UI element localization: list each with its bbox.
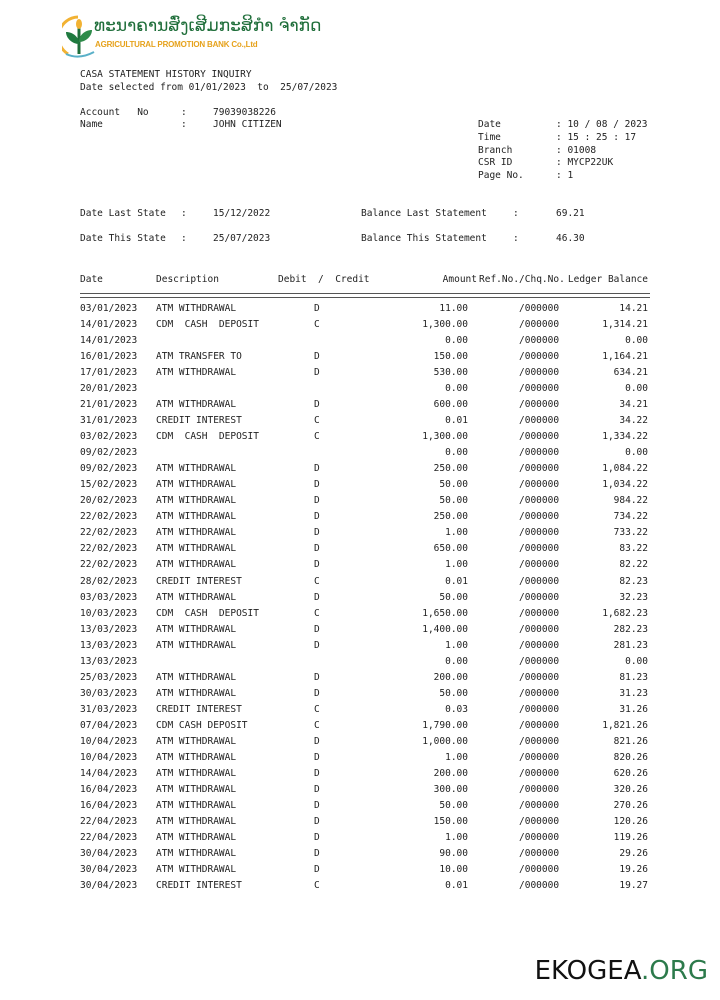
this-state-label: Date This State: [80, 233, 166, 244]
row-amount: 90.00: [439, 848, 468, 860]
row-debit-credit: D: [314, 848, 320, 860]
row-description: ATM WITHDRAWAL: [156, 848, 237, 860]
row-balance: 19.26: [619, 864, 648, 876]
header-debit-credit: Debit / Credit: [278, 274, 370, 285]
row-ref: /000000: [519, 623, 560, 635]
row-balance: 733.22: [613, 527, 648, 539]
date-label: Date: [478, 119, 501, 130]
row-date: 03/03/2023: [80, 591, 138, 603]
table-row: [0, 576, 720, 592]
table-row: [0, 656, 720, 672]
row-debit-credit: C: [314, 607, 320, 619]
row-date: 14/01/2023: [80, 335, 138, 347]
print-date: : 10 / 08 / 2023: [556, 119, 648, 130]
header-amount: Amount: [442, 274, 477, 285]
balance-last: 69.21: [556, 208, 585, 219]
row-debit-credit: C: [314, 575, 320, 587]
print-time: : 15 : 25 : 17: [556, 132, 637, 143]
row-amount: 200.00: [433, 671, 468, 683]
row-balance: 1,682.23: [602, 607, 648, 619]
account-name: JOHN CITIZEN: [213, 119, 282, 130]
plant-logo-icon: [62, 14, 96, 60]
colon: :: [181, 107, 187, 118]
row-balance: 82.22: [619, 559, 648, 571]
date-range: Date selected from 01/01/2023 to 25/07/2023: [80, 82, 338, 93]
row-balance: 820.26: [613, 751, 648, 763]
row-balance: 32.23: [619, 591, 648, 603]
row-date: 22/04/2023: [80, 831, 138, 843]
row-date: 28/02/2023: [80, 575, 138, 587]
row-date: 03/02/2023: [80, 431, 138, 443]
row-balance: 270.26: [613, 799, 648, 811]
row-ref: /000000: [519, 543, 560, 555]
row-date: 13/03/2023: [80, 655, 138, 667]
row-debit-credit: C: [314, 431, 320, 443]
row-description: CREDIT INTEREST: [156, 880, 242, 892]
row-description: ATM WITHDRAWAL: [156, 671, 237, 683]
row-ref: /000000: [519, 880, 560, 892]
row-balance: 0.00: [625, 383, 648, 395]
table-row: [0, 415, 720, 431]
row-description: ATM WITHDRAWAL: [156, 463, 237, 475]
name-label: Name: [80, 119, 103, 130]
row-balance: 34.22: [619, 415, 648, 427]
table-row: [0, 431, 720, 447]
last-state-label: Date Last State: [80, 208, 166, 219]
row-ref: /000000: [519, 815, 560, 827]
row-debit-credit: C: [314, 319, 320, 331]
row-description: CDM CASH DEPOSIT: [156, 719, 248, 731]
row-ref: /000000: [519, 591, 560, 603]
row-description: ATM WITHDRAWAL: [156, 479, 237, 491]
bank-logo: [62, 14, 322, 60]
row-ref: /000000: [519, 848, 560, 860]
row-amount: 0.00: [445, 335, 468, 347]
row-debit-credit: C: [314, 703, 320, 715]
row-ref: /000000: [519, 367, 560, 379]
row-amount: 11.00: [439, 303, 468, 314]
row-description: CREDIT INTEREST: [156, 415, 242, 427]
bank-name-lao: ທະນາຄານສົ່ງເສີມກະສິກຳ ຈຳກັດ: [94, 16, 322, 36]
table-row: [0, 624, 720, 640]
watermark-suffix: .ORG: [641, 956, 708, 986]
row-date: 13/03/2023: [80, 639, 138, 651]
row-description: ATM WITHDRAWAL: [156, 623, 237, 635]
colon: :: [181, 119, 187, 130]
row-description: ATM WITHDRAWAL: [156, 367, 237, 379]
row-debit-credit: D: [314, 367, 320, 379]
row-amount: 600.00: [433, 399, 468, 411]
row-debit-credit: D: [314, 751, 320, 763]
row-amount: 0.03: [445, 703, 468, 715]
header-description: Description: [156, 274, 219, 285]
row-debit-credit: D: [314, 303, 320, 314]
row-amount: 0.00: [445, 383, 468, 395]
row-ref: /000000: [519, 799, 560, 811]
row-debit-credit: D: [314, 799, 320, 811]
row-date: 07/04/2023: [80, 719, 138, 731]
row-date: 20/02/2023: [80, 495, 138, 507]
row-date: 20/01/2023: [80, 383, 138, 395]
table-row: [0, 608, 720, 624]
row-description: ATM WITHDRAWAL: [156, 511, 237, 523]
row-amount: 1.00: [445, 639, 468, 651]
row-debit-credit: D: [314, 463, 320, 475]
table-row: [0, 335, 720, 351]
row-amount: 0.00: [445, 447, 468, 459]
row-description: ATM WITHDRAWAL: [156, 303, 237, 314]
row-balance: 19.27: [619, 880, 648, 892]
row-ref: /000000: [519, 639, 560, 651]
row-debit-credit: D: [314, 351, 320, 363]
row-ref: /000000: [519, 351, 560, 363]
row-balance: 119.26: [613, 831, 648, 843]
table-row: [0, 479, 720, 495]
row-debit-credit: D: [314, 783, 320, 795]
row-debit-credit: D: [314, 399, 320, 411]
row-balance: 31.26: [619, 703, 648, 715]
table-row: [0, 399, 720, 415]
row-debit-credit: D: [314, 831, 320, 843]
watermark: [535, 956, 708, 986]
colon: :: [513, 233, 519, 244]
row-ref: /000000: [519, 783, 560, 795]
table-row: [0, 704, 720, 720]
colon: :: [513, 208, 519, 219]
table-row: [0, 319, 720, 335]
row-date: 14/04/2023: [80, 767, 138, 779]
row-debit-credit: D: [314, 687, 320, 699]
row-date: 30/04/2023: [80, 880, 138, 892]
row-description: ATM WITHDRAWAL: [156, 864, 237, 876]
row-amount: 1,000.00: [422, 735, 468, 747]
row-date: 10/04/2023: [80, 735, 138, 747]
row-date: 31/03/2023: [80, 703, 138, 715]
balance-this-label: Balance This Statement: [361, 233, 487, 244]
row-amount: 0.01: [445, 575, 468, 587]
row-balance: 1,334.22: [602, 431, 648, 443]
row-ref: /000000: [519, 719, 560, 731]
table-row: [0, 784, 720, 800]
row-date: 15/02/2023: [80, 479, 138, 491]
row-ref: /000000: [519, 431, 560, 443]
row-date: 14/01/2023: [80, 319, 138, 331]
row-date: 22/02/2023: [80, 559, 138, 571]
row-ref: /000000: [519, 703, 560, 715]
row-amount: 650.00: [433, 543, 468, 555]
row-description: ATM WITHDRAWAL: [156, 735, 237, 747]
row-description: CDM CASH DEPOSIT: [156, 431, 259, 443]
row-date: 10/03/2023: [80, 607, 138, 619]
row-amount: 530.00: [433, 367, 468, 379]
time-label: Time: [478, 132, 501, 143]
row-amount: 200.00: [433, 767, 468, 779]
watermark-text: EKOGEA: [534, 956, 642, 986]
header-separator: [80, 293, 650, 298]
page-no-label: Page No.: [478, 170, 524, 181]
table-row: [0, 511, 720, 527]
table-row: [0, 351, 720, 367]
table-row: [0, 367, 720, 383]
row-debit-credit: D: [314, 767, 320, 779]
table-row: [0, 848, 720, 864]
row-debit-credit: D: [314, 495, 320, 507]
row-balance: 734.22: [613, 511, 648, 523]
row-balance: 620.26: [613, 767, 648, 779]
row-description: ATM WITHDRAWAL: [156, 527, 237, 539]
row-debit-credit: D: [314, 511, 320, 523]
row-balance: 821.26: [613, 735, 648, 747]
table-row: [0, 672, 720, 688]
row-ref: /000000: [519, 511, 560, 523]
row-balance: 1,084.22: [602, 463, 648, 475]
row-description: ATM WITHDRAWAL: [156, 639, 237, 651]
csr-id: : MYCP22UK: [556, 157, 614, 168]
row-amount: 50.00: [439, 479, 468, 491]
header-balance: Ledger Balance: [567, 274, 648, 285]
row-ref: /000000: [519, 767, 560, 779]
table-row: [0, 800, 720, 816]
account-no-label: Account No: [80, 107, 149, 118]
row-debit-credit: D: [314, 623, 320, 635]
row-ref: /000000: [519, 319, 560, 331]
row-ref: /000000: [519, 607, 560, 619]
header-ref: Ref.No./Chq.No.: [479, 274, 565, 285]
branch: : 01008: [556, 145, 597, 156]
colon: :: [181, 208, 187, 219]
row-amount: 1.00: [445, 559, 468, 571]
row-description: ATM WITHDRAWAL: [156, 591, 237, 603]
row-ref: /000000: [519, 495, 560, 507]
row-debit-credit: D: [314, 671, 320, 683]
row-ref: /000000: [519, 303, 560, 314]
row-ref: /000000: [519, 415, 560, 427]
row-balance: 320.26: [613, 783, 648, 795]
balance-this: 46.30: [556, 233, 585, 244]
row-balance: 81.23: [619, 671, 648, 683]
row-balance: 14.21: [619, 303, 648, 314]
table-row: [0, 880, 720, 896]
csr-label: CSR ID: [478, 157, 513, 168]
table-row: [0, 720, 720, 736]
table-row: [0, 559, 720, 575]
row-amount: 50.00: [439, 591, 468, 603]
row-ref: /000000: [519, 751, 560, 763]
row-ref: /000000: [519, 864, 560, 876]
row-date: 09/02/2023: [80, 463, 138, 475]
balance-last-label: Balance Last Statement: [361, 208, 487, 219]
table-row: [0, 383, 720, 399]
row-ref: /000000: [519, 383, 560, 395]
row-date: 03/01/2023: [80, 303, 138, 314]
row-amount: 10.00: [439, 864, 468, 876]
row-amount: 50.00: [439, 799, 468, 811]
row-description: CREDIT INTEREST: [156, 575, 242, 587]
row-ref: /000000: [519, 399, 560, 411]
row-amount: 1,400.00: [422, 623, 468, 635]
row-balance: 29.26: [619, 848, 648, 860]
row-balance: 0.00: [625, 655, 648, 667]
row-date: 21/01/2023: [80, 399, 138, 411]
row-description: ATM WITHDRAWAL: [156, 767, 237, 779]
row-description: ATM WITHDRAWAL: [156, 559, 237, 571]
row-description: ATM TRANSFER TO: [156, 351, 242, 363]
row-date: 22/02/2023: [80, 511, 138, 523]
row-ref: /000000: [519, 735, 560, 747]
row-balance: 120.26: [613, 815, 648, 827]
row-amount: 1.00: [445, 831, 468, 843]
table-row: [0, 640, 720, 656]
branch-label: Branch: [478, 145, 513, 156]
row-balance: 1,821.26: [602, 719, 648, 731]
row-balance: 1,034.22: [602, 479, 648, 491]
row-date: 22/04/2023: [80, 815, 138, 827]
row-balance: 83.22: [619, 543, 648, 555]
row-debit-credit: D: [314, 639, 320, 651]
row-ref: /000000: [519, 671, 560, 683]
colon: :: [181, 233, 187, 244]
row-amount: 0.01: [445, 880, 468, 892]
row-amount: 1.00: [445, 527, 468, 539]
table-row: [0, 463, 720, 479]
row-description: ATM WITHDRAWAL: [156, 495, 237, 507]
row-balance: 281.23: [613, 639, 648, 651]
row-date: 30/04/2023: [80, 864, 138, 876]
row-balance: 34.21: [619, 399, 648, 411]
row-balance: 634.21: [613, 367, 648, 379]
row-description: ATM WITHDRAWAL: [156, 799, 237, 811]
row-ref: /000000: [519, 479, 560, 491]
this-state-date: 25/07/2023: [213, 233, 271, 244]
row-description: CDM CASH DEPOSIT: [156, 607, 259, 619]
row-balance: 1,314.21: [602, 319, 648, 331]
row-amount: 50.00: [439, 687, 468, 699]
row-description: ATM WITHDRAWAL: [156, 687, 237, 699]
row-amount: 250.00: [433, 511, 468, 523]
row-date: 22/02/2023: [80, 527, 138, 539]
row-ref: /000000: [519, 831, 560, 843]
header-date: Date: [80, 274, 103, 285]
row-amount: 1,790.00: [422, 719, 468, 731]
row-date: 30/03/2023: [80, 687, 138, 699]
row-ref: /000000: [519, 335, 560, 347]
table-row: [0, 495, 720, 511]
table-row: [0, 832, 720, 848]
row-balance: 0.00: [625, 335, 648, 347]
row-debit-credit: D: [314, 591, 320, 603]
row-ref: /000000: [519, 463, 560, 475]
row-description: ATM WITHDRAWAL: [156, 815, 237, 827]
row-date: 31/01/2023: [80, 415, 138, 427]
row-description: CREDIT INTEREST: [156, 703, 242, 715]
row-amount: 0.00: [445, 655, 468, 667]
row-ref: /000000: [519, 559, 560, 571]
row-description: ATM WITHDRAWAL: [156, 399, 237, 411]
row-debit-credit: D: [314, 815, 320, 827]
account-no: 79039038226: [213, 107, 276, 118]
row-description: ATM WITHDRAWAL: [156, 783, 237, 795]
table-row: [0, 527, 720, 543]
row-balance: 31.23: [619, 687, 648, 699]
row-ref: /000000: [519, 687, 560, 699]
row-date: 10/04/2023: [80, 751, 138, 763]
table-row: [0, 592, 720, 608]
row-date: 16/04/2023: [80, 799, 138, 811]
row-amount: 1.00: [445, 751, 468, 763]
last-state-date: 15/12/2022: [213, 208, 271, 219]
row-debit-credit: C: [314, 415, 320, 427]
row-ref: /000000: [519, 447, 560, 459]
row-amount: 150.00: [433, 351, 468, 363]
row-ref: /000000: [519, 575, 560, 587]
table-row: [0, 303, 720, 319]
table-row: [0, 768, 720, 784]
row-description: ATM WITHDRAWAL: [156, 543, 237, 555]
row-amount: 50.00: [439, 495, 468, 507]
row-date: 25/03/2023: [80, 671, 138, 683]
bank-name-english: AGRICULTURAL PROMOTION BANK Co.,Ltd: [95, 40, 258, 49]
row-amount: 0.01: [445, 415, 468, 427]
row-ref: /000000: [519, 655, 560, 667]
row-date: 16/04/2023: [80, 783, 138, 795]
row-description: CDM CASH DEPOSIT: [156, 319, 259, 331]
row-date: 16/01/2023: [80, 351, 138, 363]
table-row: [0, 752, 720, 768]
row-date: 17/01/2023: [80, 367, 138, 379]
row-amount: 1,300.00: [422, 431, 468, 443]
row-debit-credit: C: [314, 880, 320, 892]
table-row: [0, 543, 720, 559]
row-amount: 1,300.00: [422, 319, 468, 331]
row-amount: 150.00: [433, 815, 468, 827]
row-balance: 1,164.21: [602, 351, 648, 363]
row-date: 22/02/2023: [80, 543, 138, 555]
row-debit-credit: D: [314, 559, 320, 571]
row-date: 30/04/2023: [80, 848, 138, 860]
row-debit-credit: D: [314, 735, 320, 747]
row-description: ATM WITHDRAWAL: [156, 751, 237, 763]
row-amount: 300.00: [433, 783, 468, 795]
report-title: CASA STATEMENT HISTORY INQUIRY: [80, 69, 252, 80]
table-row: [0, 864, 720, 880]
row-balance: 984.22: [613, 495, 648, 507]
table-header: [0, 274, 720, 290]
table-row: [0, 447, 720, 463]
row-ref: /000000: [519, 527, 560, 539]
row-amount: 250.00: [433, 463, 468, 475]
row-debit-credit: D: [314, 864, 320, 876]
page-no: : 1: [556, 170, 574, 181]
table-row: [0, 816, 720, 832]
row-debit-credit: D: [314, 527, 320, 539]
table-row: [0, 688, 720, 704]
row-date: 13/03/2023: [80, 623, 138, 635]
row-balance: 82.23: [619, 575, 648, 587]
row-balance: 0.00: [625, 447, 648, 459]
row-debit-credit: C: [314, 719, 320, 731]
row-balance: 282.23: [613, 623, 648, 635]
row-debit-credit: D: [314, 479, 320, 491]
row-amount: 1,650.00: [422, 607, 468, 619]
row-description: ATM WITHDRAWAL: [156, 831, 237, 843]
row-debit-credit: D: [314, 543, 320, 555]
table-row: [0, 736, 720, 752]
row-date: 09/02/2023: [80, 447, 138, 459]
